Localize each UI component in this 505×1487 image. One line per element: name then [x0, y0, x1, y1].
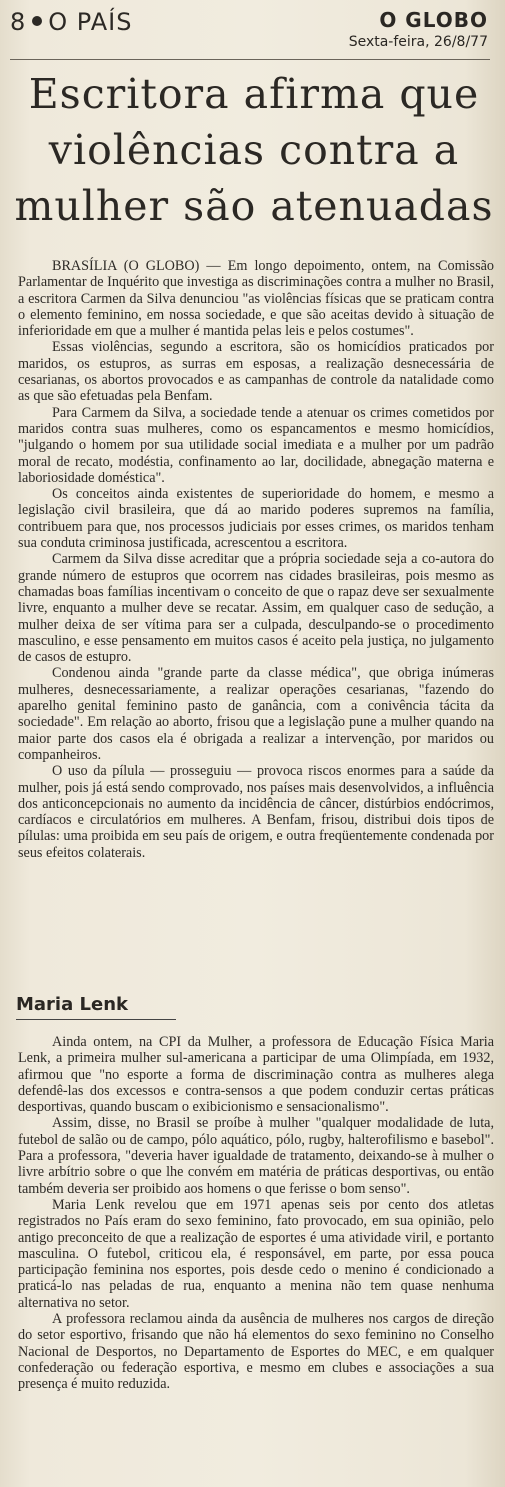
article-body — [18, 258, 494, 861]
article-headline: Escritora afirma que violências contra a mulher são atenuadas — [14, 70, 494, 230]
paragraph: Maria Lenk revelou que em 1971 apenas seis por cento dos atletas registrados no País eram do sexo feminino, fato provocado, em sua opinião, pelo antigo preconceito de que a realização de esportes é uma atividade viril, e portanto masculina. O futebol, criticou ela, é responsável, em parte, por essa pouca participação feminina nos esportes, pois desde cedo o menino é condicionado a praticá-lo nas peladas de rua, enquanto a menina não tem quase nenhuma alternativa no setor. — [18, 1196, 494, 1311]
header-rule — [10, 59, 490, 60]
page-number: 8 — [10, 8, 27, 36]
paragraph: Os conceitos ainda existentes de superioridade do homem, e mesmo a legislação civil brasileira, que dá ao marido poderes supremos na família, contribuem para que, nos processos judiciais por esses crimes, os maridos tenham sua conduta criminosa justificada, acrescentou a escritora. — [18, 486, 494, 552]
section-name: O PAÍS — [48, 8, 133, 36]
paragraph: O uso da pílula — prosseguiu — provoca riscos enormes para a saúde da mulher, pois já está sendo comprovado, nos países mais desenvolvidos, a influência dos anticoncepcionais no aumento da incidência de câncer, distúrbios endócrimos, cardíacos e circulatórios em mulheres. A Benfam, frisou, distribui dois tipos de pílulas: uma proibida em seu país de origem, e outra freqüentemente condenada por seus efeitos colaterais. — [18, 763, 494, 861]
paragraph: Carmem da Silva disse acreditar que a própria sociedade seja a co-autora do grande número de estupros que ocorrem nas cidades brasileiras, pois mesmo as chamadas boas famílias incentivam o conceito de que o rapaz deve ser sexualmente livre, enquanto a mulher deve se recatar. Assim, em qualquer caso de sedução, a mulher deixa de ser vítima para ser a culpada, desculpando-se o procedimento masculino, e esse pensamento em muitos casos é aceito pela justiça, no julgamento de casos de estupro. — [18, 551, 494, 666]
paragraph: BRASÍLIA (O GLOBO) — Em longo depoimento, ontem, na Comissão Parlamentar de Inquérito que investiga as discriminações contra a mulher no Brasil, a escritora Carmen da Silva denunciou "as violências físicas que se praticam contra o elemento feminino, em nossa sociedade, e que são aceitas devido à situação de inferioridade em que a mulher é mantida pelas leis e pelos costumes". — [18, 258, 494, 340]
bullet-dot — [32, 16, 42, 26]
issue-date: Sexta-feira, 26/8/77 — [348, 34, 488, 50]
section-label — [10, 8, 132, 36]
section-subhead: Maria Lenk — [16, 994, 176, 1020]
paragraph: Assim, disse, no Brasil se proíbe à mulher "qualquer modalidade de luta, futebol de salão ou de campo, pólo aquático, pólo, rugby, halterofilismo e basebol". Para a professora, "deveria haver igualdade de tratamento, deixando-se à mulher o livre arbítrio sobre o que lhe convém em matéria de práticas desportivas, ou então também deveria ser proibido aos homens o que ferisse o bom senso". — [18, 1115, 494, 1197]
paragraph: A professora reclamou ainda da ausência de mulheres nos cargos de direção do setor esportivo, frisando que não há elementos do sexo feminino no Conselho Nacional de Desportos, no Departamento de Esportes do MEC, e em qualquer confederação ou federação esportiva, e mesmo em clubes e associações a sua presença é muito reduzida. — [18, 1311, 494, 1393]
paragraph: Ainda ontem, na CPI da Mulher, a professora de Educação Física Maria Lenk, a primeira mulher sul-americana a participar de uma Olimpíada, em 1932, afirmou que "no esporte a forma de discriminação contra as mulheres alega defendê-las dos excessos e contra-sensos a que podem conduzir certas práticas desportivas, quando buscam o exibicionismo e sensacionalismo". — [18, 1034, 494, 1116]
paragraph: Essas violências, segundo a escritora, são os homicídios praticados por maridos, os estupros, as surras em esposas, a realização desnecessária de cesarianas, os abortos provocados e as campanhas de controle da natalidade como as que são efetuadas pela Benfam. — [18, 339, 494, 405]
paragraph: Para Carmem da Silva, a sociedade tende a atenuar os crimes cometidos por maridos contra suas mulheres, como os espancamentos e mesmo homicídios, "julgando o homem por sua utilidade social imediata e a mulher por um padrão moral de recato, modéstia, confinamento ao lar, docilidade, abnegação materna e laboriosidade doméstica". — [18, 404, 494, 486]
article-body-continued — [18, 1034, 494, 1393]
paper-name: O GLOBO — [379, 8, 488, 32]
page-header — [10, 4, 490, 60]
paragraph: Condenou ainda "grande parte da classe médica", que obriga inúmeras mulheres, desnecessariamente, a realizar operações cesarianas, "fazendo do aparelho genital feminino pasto de ganância, com a conivência tácita da sociedade". Em relação ao aborto, frisou que a legislação pune a mulher quando na maior parte dos casos ela é obrigada a realizar a intervenção, por maridos ou companheiros. — [18, 665, 494, 763]
masthead — [349, 8, 488, 50]
